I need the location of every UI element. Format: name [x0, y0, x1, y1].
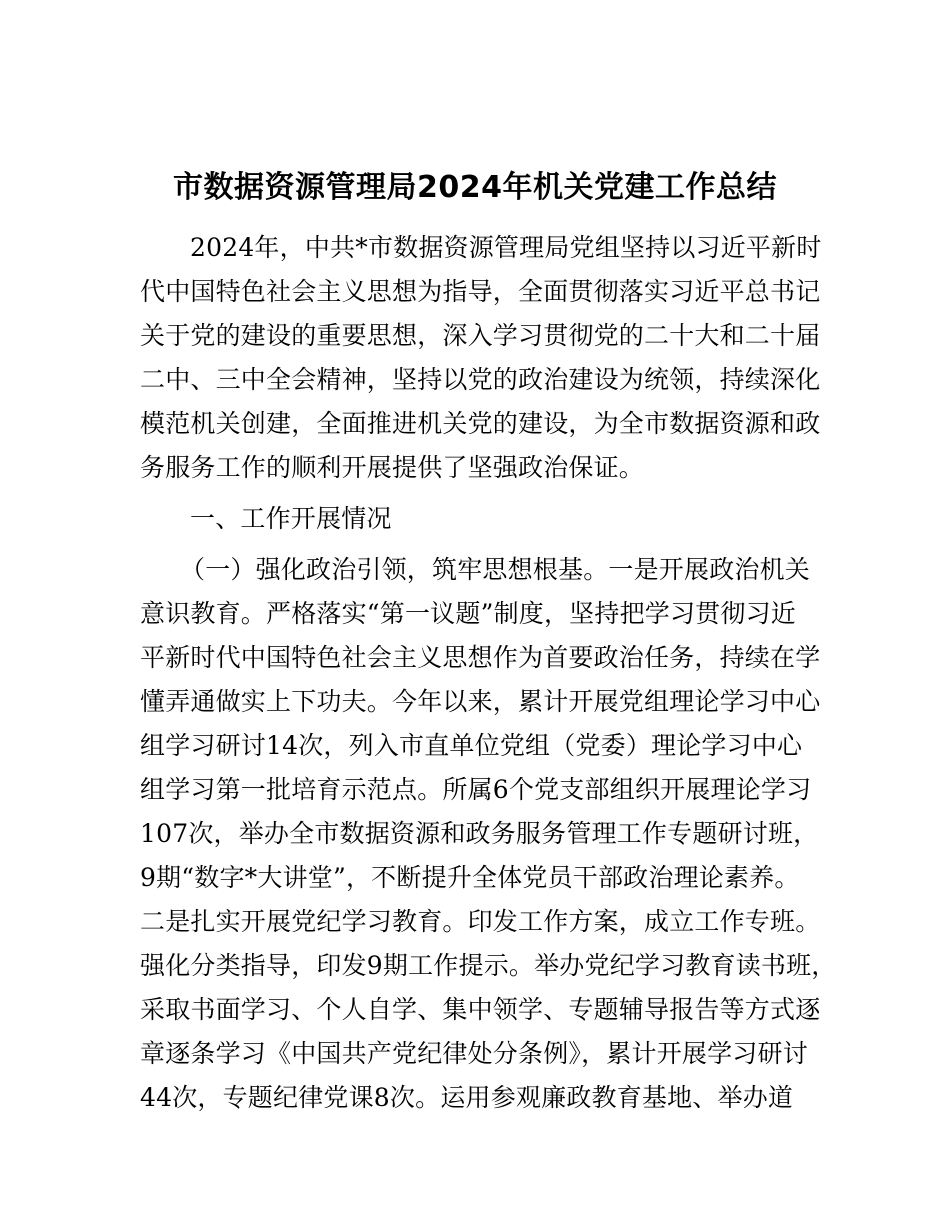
paragraph-line: 2024年，中共*市数据资源管理局党组坚持以习近平新时	[190, 233, 822, 262]
paragraph-line: 懂弄通做实上下功夫。今年以来，累计开展党组理论学习中心	[140, 687, 821, 716]
paragraph-line: 组学习第一批培育示范点。所属6个党支部组织开展理论学习	[140, 775, 812, 804]
paragraph-line: 组学习研讨14次，列入市直单位党组（党委）理论学习中心	[140, 731, 803, 760]
paragraph-line: 模范机关创建，全面推进机关党的建设，为全市数据资源和政	[140, 409, 821, 438]
paragraph-line: 章逐条学习《中国共产党纪律处分条例》，累计开展学习研讨	[140, 1039, 808, 1068]
paragraph-line: 代中国特色社会主义思想为指导，全面贯彻落实习近平总书记	[140, 277, 821, 306]
paragraph-line: 二是扎实开展党纪学习教育。印发工作方案，成立工作专班。	[140, 907, 821, 936]
paragraph-line: 9期“数字*大讲堂”，不断提升全体党员干部政治理论素养。	[140, 863, 800, 892]
paragraph-line: 二中、三中全会精神，坚持以党的政治建设为统领，持续深化	[140, 365, 821, 394]
paragraph-line: （一）强化政治引领，筑牢思想根基。一是开展政治机关	[180, 555, 811, 584]
section-heading: 一、工作开展情况	[190, 504, 392, 533]
paragraph-line: 务服务工作的顺利开展提供了坚强政治保证。	[140, 453, 645, 482]
paragraph-line: 强化分类指导，印发9期工作提示。举办党纪学习教育读书班，	[140, 951, 837, 980]
paragraph-line: 107次，举办全市数据资源和政务服务管理工作专题研讨班，	[140, 819, 819, 848]
paragraph-line: 44次，专题纪律党课8次。运用参观廉政教育基地、举办道	[140, 1083, 794, 1112]
paragraph-line: 关于党的建设的重要思想，深入学习贯彻党的二十大和二十届	[140, 321, 821, 350]
paragraph-line: 平新时代中国特色社会主义思想作为首要政治任务，持续在学	[140, 643, 821, 672]
document-title: 市数据资源管理局2024年机关党建工作总结	[173, 170, 777, 205]
paragraph-line: 采取书面学习、个人自学、集中领学、专题辅导报告等方式逐	[140, 995, 821, 1024]
paragraph-line: 意识教育。严格落实“第一议题”制度，坚持把学习贯彻习近	[140, 599, 796, 628]
